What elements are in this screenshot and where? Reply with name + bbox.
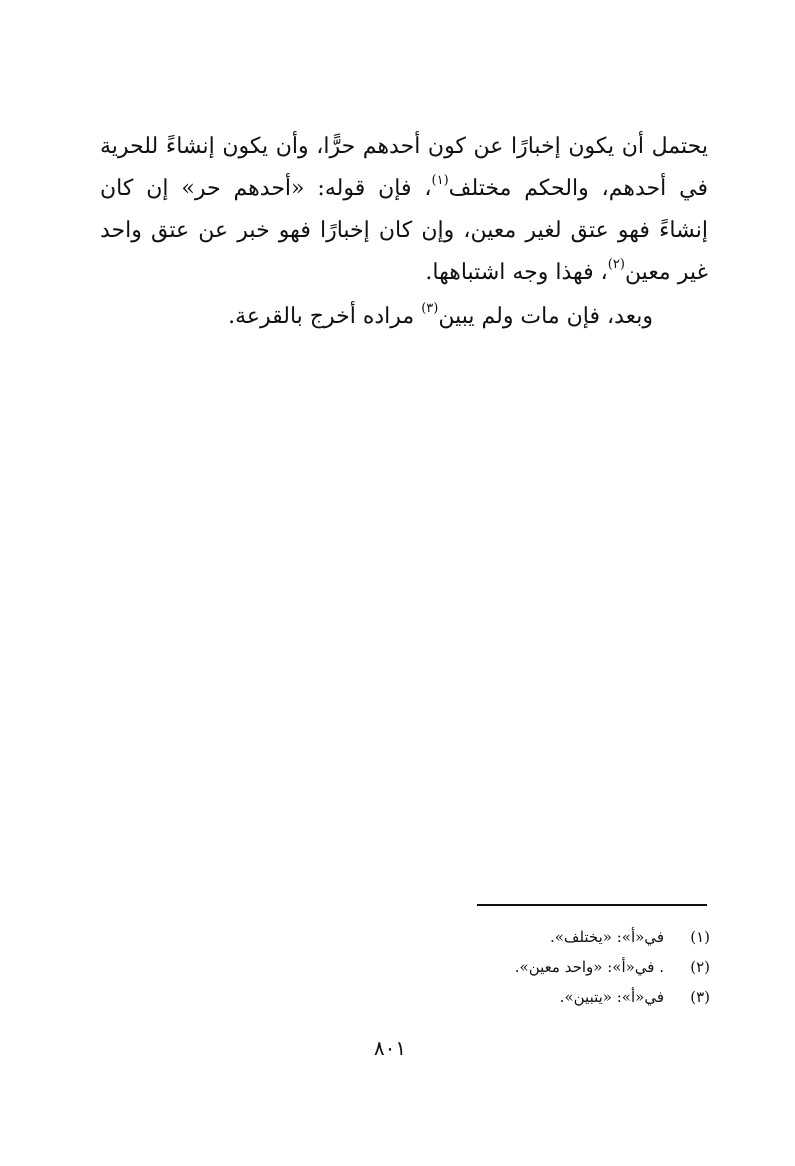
paragraph <box>100 296 708 338</box>
footnote-number: (٢) <box>690 958 710 976</box>
footnote-number: (٣) <box>690 988 710 1006</box>
paragraph-text: ، فهذا وجه اشتباهها. <box>425 260 608 285</box>
footnote-marker: (٢) <box>607 256 625 272</box>
paragraph-text: مراده أخرج بالقرعة. <box>228 304 422 329</box>
paragraph-text: يحتمل أن يكون إخبارًا عن كون أحدهم حرًّا، وأن يكون إنشاءً للحرية في أحدهم، والحكم مختلف <box>100 134 708 201</box>
main-text <box>100 126 708 338</box>
footnote-item <box>380 982 710 1012</box>
footnotes <box>380 922 710 1012</box>
footnote-marker: (٣) <box>421 300 439 316</box>
footnote-number: (١) <box>690 928 710 946</box>
footnote-text: في«أ»: «يتبين». <box>559 988 664 1006</box>
paragraph-text: ، فإن قوله: «أحدهم حر» إن كان إنشاءً فهو عتق لغير معين، وإن كان إخبارًا فهو خبر عن عتق واحد غير معين <box>100 176 708 285</box>
footnote-item <box>380 952 710 982</box>
footnote-marker: (١) <box>431 172 449 188</box>
footnote-text: في«أ»: «يختلف». <box>549 928 664 946</box>
footnote-separator <box>477 904 707 906</box>
page-number: ٨٠١ <box>373 1036 407 1060</box>
paragraph-text: وبعد، فإن مات ولم يبين <box>438 304 653 329</box>
footnote-item <box>380 922 710 952</box>
footnote-text: . في«أ»: «واحد معين». <box>514 958 664 976</box>
paragraph <box>100 126 708 294</box>
